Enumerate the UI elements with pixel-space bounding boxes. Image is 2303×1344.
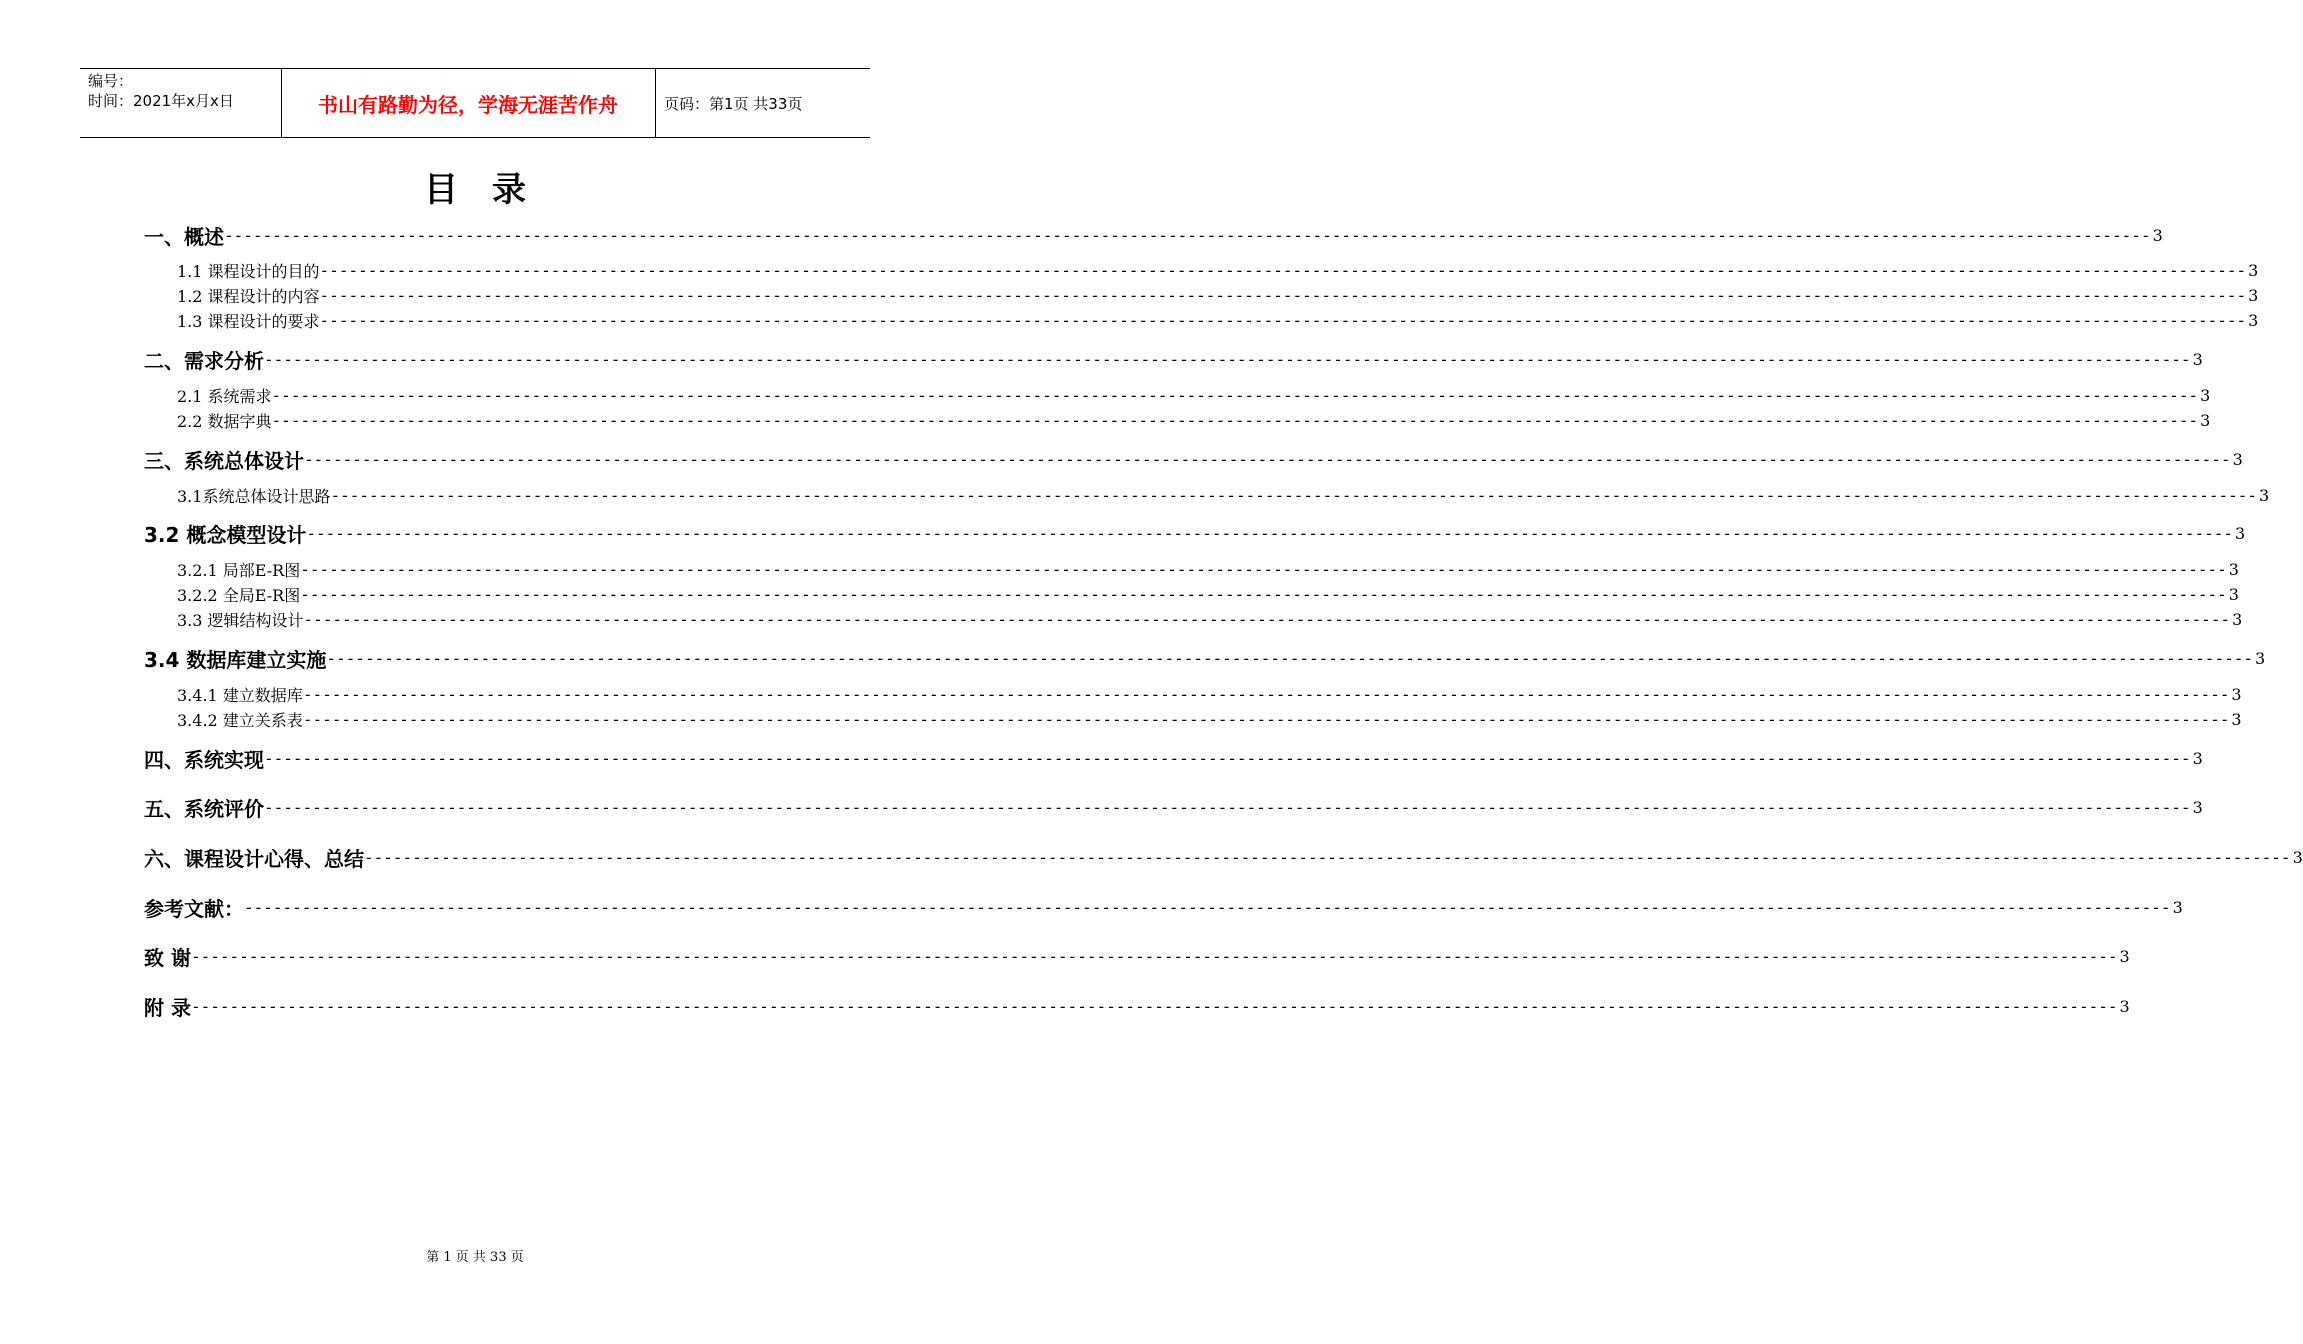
toc-entry-text: 3.4.1 建立数据库 xyxy=(177,685,303,705)
toc-page-number: 3 xyxy=(2248,310,2259,330)
toc-entry-text: 1.2 课程设计的内容 xyxy=(177,286,320,306)
toc-leader-dashes: -------------------------------------------------------------------------------------------------------------------------------------------------------------------------------------------------------- xyxy=(300,559,2227,579)
toc-entry-text: 3.3 逻辑结构设计 xyxy=(177,610,304,630)
toc-page-number: 3 xyxy=(2200,410,2211,430)
toc-leader-dashes: -------------------------------------------------------------------------------------------------------------------------------------------------------------------------------------------------------- xyxy=(302,684,2230,704)
toc-leader-dashes: -------------------------------------------------------------------------------------------------------------------------------------------------------------------------------------------------------- xyxy=(224,225,2151,245)
toc-leader-dashes: -------------------------------------------------------------------------------------------------------------------------------------------------------------------------------------------------------- xyxy=(303,609,2231,629)
toc-entry-section[interactable] xyxy=(177,405,2211,435)
toc-entry-text: 附 录 xyxy=(144,995,191,1020)
toc-entry-chapter[interactable] xyxy=(144,941,2130,971)
toc-page-number: 3 xyxy=(2228,584,2239,604)
toc-entry-chapter[interactable] xyxy=(144,792,2203,822)
toc-entry-text: 四、系统实现 xyxy=(144,747,264,772)
toc-page-number: 3 xyxy=(2192,748,2203,768)
toc-entry-chapter[interactable] xyxy=(144,643,2266,673)
toc-leader-dashes: -------------------------------------------------------------------------------------------------------------------------------------------------------------------------------------------------------- xyxy=(364,847,2291,867)
toc-entry-text: 3.4 数据库建立实施 xyxy=(144,647,327,672)
toc-leader-dashes: -------------------------------------------------------------------------------------------------------------------------------------------------------------------------------------------------------- xyxy=(244,897,2171,917)
toc-page-number: 3 xyxy=(2292,847,2303,867)
toc-leader-dashes: -------------------------------------------------------------------------------------------------------------------------------------------------------------------------------------------------------- xyxy=(319,310,2247,330)
toc-entry-chapter[interactable] xyxy=(144,518,2246,548)
header-motto: 书山有路勤为径，学海无涯苦作舟 xyxy=(318,92,618,117)
toc-page-number: 3 xyxy=(2228,559,2239,579)
toc-entry-text: 2.2 数据字典 xyxy=(177,411,272,431)
toc-leader-dashes: -------------------------------------------------------------------------------------------------------------------------------------------------------------------------------------------------------- xyxy=(190,996,2118,1016)
toc-entry-chapter[interactable] xyxy=(144,892,2183,922)
toc-entry-section[interactable] xyxy=(177,480,2270,510)
toc-entry-text: 3.2.2 全局E-R图 xyxy=(177,585,301,605)
toc-leader-dashes: -------------------------------------------------------------------------------------------------------------------------------------------------------------------------------------------------------- xyxy=(264,748,2191,768)
toc-entry-text: 1.3 课程设计的要求 xyxy=(177,311,320,331)
toc-page-number: 3 xyxy=(2234,523,2246,543)
toc-entry-chapter[interactable] xyxy=(144,991,2130,1021)
toc-entry-text: 3.4.2 建立关系表 xyxy=(177,710,303,730)
toc-page-number: 3 xyxy=(2200,385,2211,405)
toc-leader-dashes: -------------------------------------------------------------------------------------------------------------------------------------------------------------------------------------------------------- xyxy=(330,485,2258,505)
toc-entry-section[interactable] xyxy=(177,305,2259,335)
toc-entry-chapter[interactable] xyxy=(144,344,2203,374)
toc-entry-section[interactable] xyxy=(177,604,2243,634)
toc-leader-dashes: -------------------------------------------------------------------------------------------------------------------------------------------------------------------------------------------------------- xyxy=(319,260,2247,280)
toc-page-number: 3 xyxy=(2248,260,2259,280)
toc-entry-text: 1.1 课程设计的目的 xyxy=(177,261,320,281)
toc-title: 目录 xyxy=(424,170,560,210)
toc-page-number: 3 xyxy=(2259,485,2270,505)
toc-page-number: 3 xyxy=(2192,797,2203,817)
header-time-label: 时间：2021年x月x日 xyxy=(88,92,234,110)
toc-leader-dashes: -------------------------------------------------------------------------------------------------------------------------------------------------------------------------------------------------------- xyxy=(300,584,2227,604)
toc-leader-dashes: -------------------------------------------------------------------------------------------------------------------------------------------------------------------------------------------------------- xyxy=(271,385,2199,405)
toc-page-number: 3 xyxy=(2172,897,2183,917)
toc-leader-dashes: -------------------------------------------------------------------------------------------------------------------------------------------------------------------------------------------------------- xyxy=(319,285,2247,305)
toc-page-number: 3 xyxy=(2119,946,2130,966)
toc-leader-dashes: -------------------------------------------------------------------------------------------------------------------------------------------------------------------------------------------------------- xyxy=(190,946,2118,966)
toc-page-number: 3 xyxy=(2232,449,2243,469)
toc-entry-text: 六、课程设计心得、总结 xyxy=(144,846,364,871)
header-number-label: 编号： xyxy=(88,72,134,90)
page-footer: 第 1 页 共 33 页 xyxy=(426,1250,524,1265)
toc-leader-dashes: -------------------------------------------------------------------------------------------------------------------------------------------------------------------------------------------------------- xyxy=(306,523,2233,543)
toc-page-number: 3 xyxy=(2231,684,2242,704)
toc-entry-text: 二、需求分析 xyxy=(144,348,264,373)
toc-entry-text: 一、概述 xyxy=(144,224,224,249)
toc-leader-dashes: -------------------------------------------------------------------------------------------------------------------------------------------------------------------------------------------------------- xyxy=(264,349,2191,369)
toc-entry-text: 3.2.1 局部E-R图 xyxy=(177,560,301,580)
toc-entry-text: 五、系统评价 xyxy=(144,796,264,821)
toc-page-number: 3 xyxy=(2231,709,2242,729)
header-page-info: 页码：第1页 共33页 xyxy=(664,94,803,113)
toc-page-number: 3 xyxy=(2232,609,2243,629)
toc-entry-chapter[interactable] xyxy=(144,444,2243,474)
toc-entry-section[interactable] xyxy=(177,704,2242,734)
toc-entry-text: 3.1系统总体设计思路 xyxy=(177,486,331,506)
toc-page-number: 3 xyxy=(2119,996,2130,1016)
toc-entry-text: 2.1 系统需求 xyxy=(177,386,272,406)
toc-leader-dashes: -------------------------------------------------------------------------------------------------------------------------------------------------------------------------------------------------------- xyxy=(271,410,2199,430)
toc-entry-text: 致 谢 xyxy=(144,945,191,970)
toc-page-number: 3 xyxy=(2192,349,2203,369)
toc-leader-dashes: -------------------------------------------------------------------------------------------------------------------------------------------------------------------------------------------------------- xyxy=(326,648,2253,668)
toc-entry-chapter[interactable] xyxy=(144,842,2303,872)
toc-entry-chapter[interactable] xyxy=(144,220,2163,250)
toc-entry-chapter[interactable] xyxy=(144,743,2203,773)
toc-leader-dashes: -------------------------------------------------------------------------------------------------------------------------------------------------------------------------------------------------------- xyxy=(264,797,2191,817)
toc-leader-dashes: -------------------------------------------------------------------------------------------------------------------------------------------------------------------------------------------------------- xyxy=(304,449,2231,469)
toc-page-number: 3 xyxy=(2248,285,2259,305)
toc-page-number: 3 xyxy=(2254,648,2266,668)
toc-page-number: 3 xyxy=(2152,225,2163,245)
toc-entry-text: 参考文献： xyxy=(144,896,244,921)
toc-entry-text: 3.2 概念模型设计 xyxy=(144,522,307,547)
toc-entry-text: 三、系统总体设计 xyxy=(144,448,304,473)
toc-leader-dashes: -------------------------------------------------------------------------------------------------------------------------------------------------------------------------------------------------------- xyxy=(302,709,2230,729)
